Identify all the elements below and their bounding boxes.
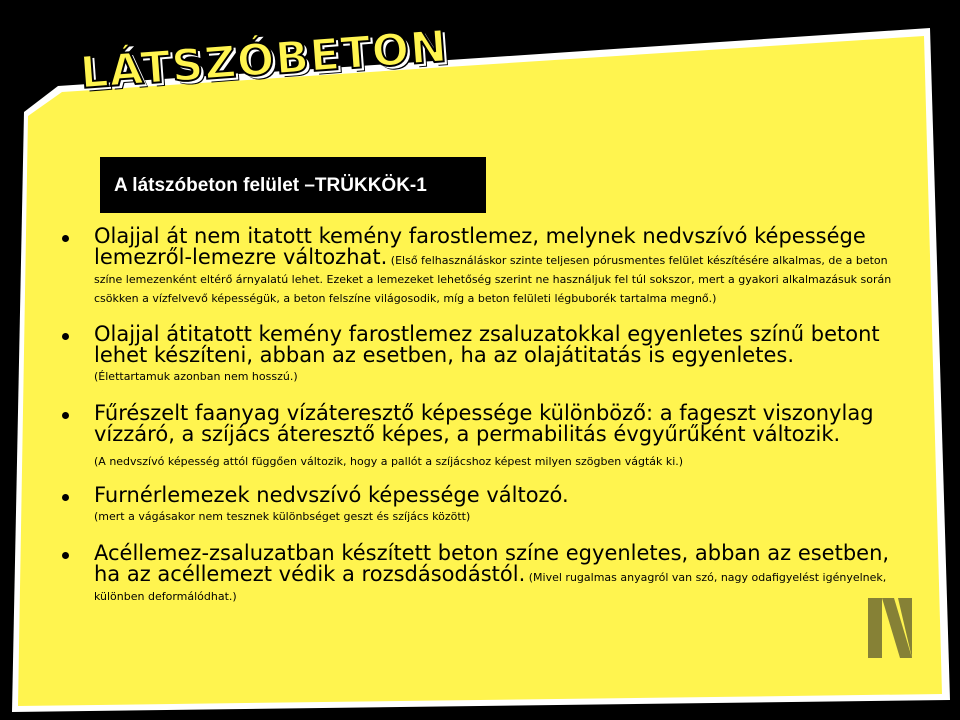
bullet-note-text: (Élettartamuk azonban nem hosszú.) [94,370,298,383]
bullet-item [62,403,892,468]
bullet-dot-icon [62,494,69,501]
bullet-dot-icon [62,333,69,340]
bullet-dot-icon [62,412,69,419]
bullet-main-text: Fűrészelt faanyag vízáteresztő képessége különböző: a fageszt viszonylag vízzáró, a szíjács áteresztő képes, a permabilitás évgyűrűként változik. [94,401,874,446]
bullet-item [62,324,892,383]
bullet-item [62,543,892,604]
bullet-dot-icon [62,552,69,559]
bullet-note-text: (mert a vágásakor nem tesznek különbséget geszt és szíjács között) [94,510,471,523]
slide-title: LÁTSZÓBETON [78,21,450,100]
bullet-main-text: Olajjal át nem itatott kemény farostlemez, melynek nedvszívó képessége lemezről-lemezre változhat. [94,224,866,269]
bullet-main-text: Olajjal átitatott kemény farostlemez zsaluzatokkal egyenletes színű betont lehet készíteni, abban az esetben, ha az olajátitatás is egyenletes. [94,322,880,367]
bullet-main-text: Furnérlemezek nedvszívó képessége változó. [94,483,569,507]
bullet-note-text: (Mivel rugalmas anyagról van szó, nagy odafigyelést igényelnek, különben deformálódhat.) [94,571,887,603]
bullet-dot-icon [62,235,69,242]
bullet-item [62,485,892,523]
bullet-list [62,226,892,604]
bullet-main-text: Acéllemez-zsaluzatban készített beton színe egyenletes, abban az esetben, ha az acéllemezt védik a rozsdásodástól. [94,541,890,586]
bullet-note-text: (A nedvszívó képesség attól függően változik, hogy a pallót a szíjácshoz képest milyen szögben vágták ki.) [94,455,684,468]
subtitle-box [100,157,486,213]
bullet-item [62,226,892,306]
subtitle-text: A látszóbeton felület –TRÜKKÖK-1 [114,175,427,196]
corner-decoration-icon [866,596,914,660]
bullet-note-text: (Első felhasználáskor szinte teljesen pórusmentes felület készítésére alkalmas, de a beton színe lemezenként eltérő árnyalatú lehet. Ezeket a lemezeket lehetőség szerint ne használjuk fel túl sokszor, mert a gyakori alkalmazásuk során csökken a vízfelvevő képességük, a beton felszíne világosodik, míg a beton felületi légbuborék tartalma megnő.) [94,254,892,305]
